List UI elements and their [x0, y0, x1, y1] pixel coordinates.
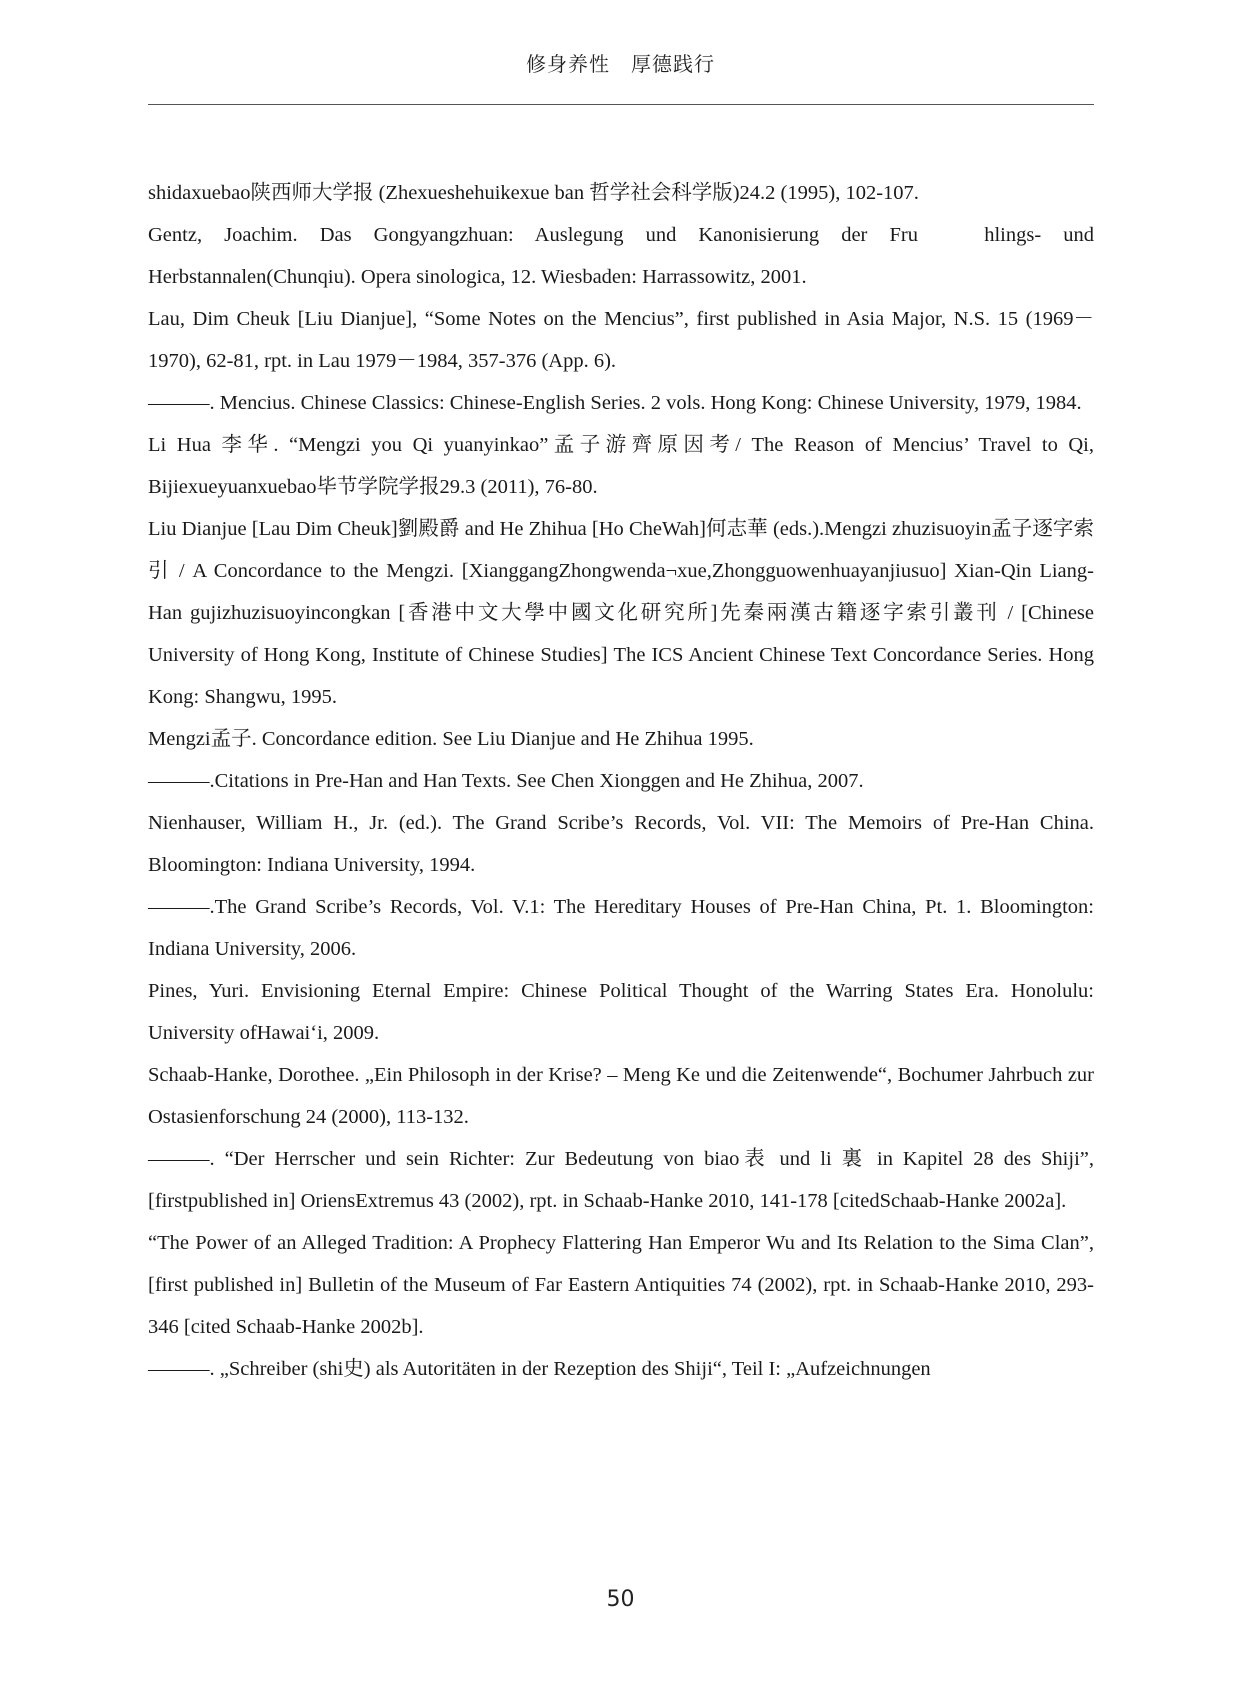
- bibliography-entry: Pines, Yuri. Envisioning Eternal Empire: Chinese Political Thought of the Warring States Era. Honolulu: University ofHawai‘i, 2009.: [148, 980, 1094, 1044]
- bibliography-entry: ———. Mencius. Chinese Classics: Chinese-English Series. 2 vols. Hong Kong: Chinese University, 1979, 1984.: [148, 392, 1082, 414]
- bibliography-entry: ———. “Der Herrscher und sein Richter: Zur Bedeutung von biao表 und li 裏 in Kapitel 28 des Shiji”, [firstpublished in] OriensExtremus 43 (2002), rpt. in Schaab-Hanke 2010, 141-178 [citedSchaab-Hanke 2002a].: [148, 1148, 1094, 1212]
- bibliography-entry: ———.The Grand Scribe’s Records, Vol. V.1: The Hereditary Houses of Pre-Han China, Pt. 1. Bloomington: Indiana University, 2006.: [148, 896, 1094, 960]
- bibliography-entry: Lau, Dim Cheuk [Liu Dianjue], “Some Notes on the Mencius”, first published in Asia Major, N.S. 15 (1969－1970), 62-81, rpt. in Lau 1979－1984, 357-376 (App. 6).: [148, 308, 1094, 372]
- bibliography-entry: Schaab-Hanke, Dorothee. „Ein Philosoph in der Krise? – Meng Ke und die Zeitenwende“, Bochumer Jahrbuch zur Ostasienforschung 24 (2000), 113-132.: [148, 1064, 1094, 1128]
- bibliography-entry: ———. „Schreiber (shi史) als Autoritäten in der Rezeption des Shiji“, Teil I: „Aufzeichnungen: [148, 1358, 931, 1380]
- bibliography-entry: Nienhauser, William H., Jr. (ed.). The Grand Scribe’s Records, Vol. VII: The Memoirs of Pre-Han China. Bloomington: Indiana University, 1994.: [148, 812, 1094, 876]
- bibliography-entry: Li Hua 李华. “Mengzi you Qi yuanyinkao”孟子游齊原因考/ The Reason of Mencius’ Travel to Qi, Bijiexueyuanxuebao毕节学院学报29.3 (2011), 76-80.: [148, 434, 1094, 498]
- bibliography-entry: Liu Dianjue [Lau Dim Cheuk]劉殿爵 and He Zhihua [Ho CheWah]何志華 (eds.).Mengzi zhuzisuoyin孟子逐字索引 / A Concordance to the Mengzi. [XianggangZhongwenda¬xue,Zhongguowenhuayanjiusuo] Xian-Qin Liang-Han gujizhuzisuoyincongkan [香港中文大學中國文化研究所]先秦兩漢古籍逐字索引叢刊 / [Chinese University of Hong Kong, Institute of Chinese Studies] The ICS Ancient Chinese Text Concordance Series. Hong Kong: Shangwu, 1995.: [148, 518, 1094, 708]
- bibliography-list: [148, 172, 1094, 1390]
- running-header: 修身养性 厚德践行: [526, 52, 715, 76]
- bibliography-entry: “The Power of an Alleged Tradition: A Prophecy Flattering Han Emperor Wu and Its Relation to the Sima Clan”, [first published in] Bulletin of the Museum of Far Eastern Antiquities 74 (2002), rpt. in Schaab-Hanke 2010, 293-346 [cited Schaab-Hanke 2002b].: [148, 1232, 1094, 1338]
- bibliography-entry: shidaxuebao陕西师大学报 (Zhexueshehuikexue ban 哲学社会科学版)24.2 (1995), 102-107.: [148, 182, 919, 204]
- page-number: 50: [606, 1587, 635, 1612]
- bibliography-entry: Mengzi孟子. Concordance edition. See Liu Dianjue and He Zhihua 1995.: [148, 728, 754, 750]
- header-rule: [148, 104, 1094, 105]
- bibliography-entry: ———.Citations in Pre-Han and Han Texts. See Chen Xionggen and He Zhihua, 2007.: [148, 770, 864, 792]
- bibliography-entry: Gentz, Joachim. Das Gongyangzhuan: Auslegung und Kanonisierung der Fru hlings- und Herbstannalen(Chunqiu). Opera sinologica, 12. Wiesbaden: Harrassowitz, 2001.: [148, 224, 1094, 288]
